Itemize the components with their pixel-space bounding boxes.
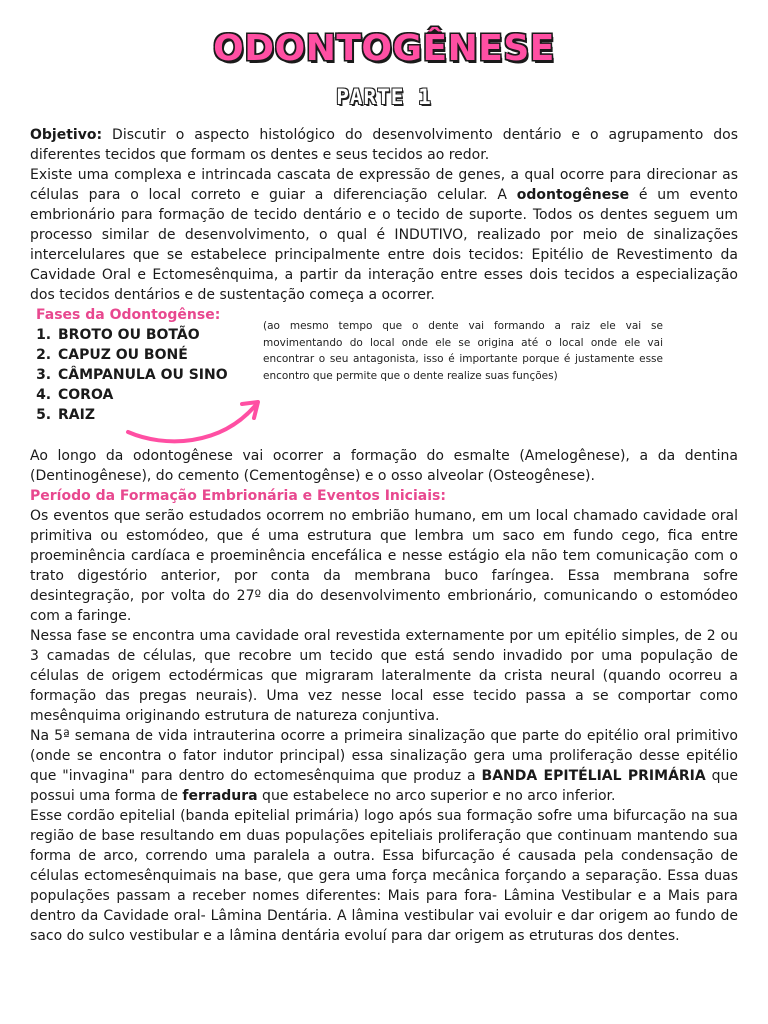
- phase-item: 5. RAIZ: [56, 405, 228, 425]
- intro-text-a: Existe uma complexa e intrincada cascata de expressão de genes, a qual ocorre para direcionar as células para o local correto e guiar a diferenciação celular. A: [30, 167, 738, 203]
- phases-heading: Fases da Odontogênse:: [36, 307, 221, 323]
- intro-text-b: é um evento embrionário para formação de tecido dentário e o tecido de suporte. Todos os dentes seguem um processo similar de desenvolvimento, o qual é INDUTIVO, realizado por meio de sinalizações intercelulares que se estabelece principalmente entre dois tecidos: Epitélio de Revestimento da Cavidade Oral e Ectomesênquima, a partir da interação entre esses dois tecidos a especialização dos tecidos dentários e de sustentação começa a ocorrer.: [30, 187, 738, 303]
- phase-item: 4. COROA: [56, 385, 228, 405]
- phase-item: 3. CÂMPANULA OU SINO: [56, 365, 228, 385]
- intro-section: [30, 125, 738, 305]
- objective-text: Discutir o aspecto histológico do desenvolvimento dentário e o agrupamento dos diferentes tecidos que formam os dentes e seus tecidos ao redor.: [30, 127, 738, 163]
- phase-paragraph: Nessa fase se encontra uma cavidade oral revestida externamente por um epitélio simples, de 2 ou 3 camadas de células, que recobre um tecido que está sendo invadido por uma população de células de origem ectodérmicas que migraram lateralmente da crista neural (quando ocorreu a formação das pregas neurais). Uma vez nesse local esse tecido passa a se comportar como mesênquima originando estrutura de natureza conjuntiva.: [30, 628, 738, 724]
- cord-paragraph: Esse cordão epitelial (banda epitelial primária) logo após sua formação sofre uma bifurcação na sua região de base resultando em duas populações epiteliais proliferação que continuam mantendo sua forma de arco, correndo uma paralela a outra. Essa bifurcação é causada pela condensação de células ectomesênquimais na base, que gera uma força mecânica forçando a separação. Essa duas populações passam a receber nomes diferentes: Mais para fora- Lâmina Vestibular e a Mais para dentro da Cavidade oral- Lâmina Dentária. A lâmina vestibular vai evoluir e dar origem ao fundo de saco do sulco vestibular e a lâmina dentária evoluí para dar origem as etruturas dos dentes.: [30, 808, 738, 944]
- objective-label: Objetivo:: [30, 127, 103, 143]
- week-text-c: que estabelece no arco superior e no arco inferior.: [257, 788, 616, 804]
- objective-paragraph: [30, 125, 738, 165]
- enamel-paragraph: Ao longo da odontogênese vai ocorrer a formação do esmalte (Amelogênese), a da dentina (Dentinogênese), do cemento (Cementogênse) e o osso alveolar (Osteogênese).: [30, 448, 738, 484]
- intro-paragraph: [30, 165, 738, 305]
- curved-arrow-icon: [120, 388, 270, 448]
- page-subtitle: PARTE 1: [336, 85, 432, 109]
- page-title: ODONTOGÊNESE: [213, 28, 555, 69]
- week-paragraph: [30, 726, 738, 806]
- events-paragraph: Os eventos que serão estudados ocorrem no embrião humano, em um local chamado cavidade oral primitiva ou estomódeo, que é uma estrutura que lembra um saco em fundo cego, fica entre proeminência cardíaca e proeminência encefálica e nesse estágio ela não tem comunicação com o trato digestório anterior, por conta da membrana buco faríngea. Essa membrana sofre desintegração, por volta do 27º dia do desenvolvimento embrionário, comunicando o estomódeo com a faringe.: [30, 508, 738, 624]
- ferradura-bold: ferradura: [182, 788, 258, 804]
- banda-epitelial-bold: BANDA EPITÉLIAL PRIMÁRIA: [481, 768, 706, 784]
- odontogenese-bold: odontogênese: [516, 187, 630, 203]
- week-text-b: que possui uma forma de: [30, 768, 739, 804]
- week-text-a: Na 5ª semana de vida intrauterina ocorre a primeira sinalização que parte do epitélio oral primitivo (onde se encontra o fator indutor principal) essa sinalização gera uma proliferação desse epitélio que "invagina" para dentro do ectomesênquima que produz a: [30, 728, 738, 784]
- phase-item: 2. CAPUZ OU BONÉ: [56, 345, 228, 365]
- phase-item: 1. BROTO OU BOTÃO: [56, 325, 228, 345]
- root-note: (ao mesmo tempo que o dente vai formando a raiz ele vai se movimentando do local onde ele se origina até o local onde ele vai encontrar o seu antagonista, isso é importante porque é justamente esse encontro que permite que o dente realize suas funções): [263, 320, 663, 382]
- section-heading: Período da Formação Embrionária e Eventos Iniciais:: [30, 488, 446, 504]
- body-section: [30, 446, 738, 946]
